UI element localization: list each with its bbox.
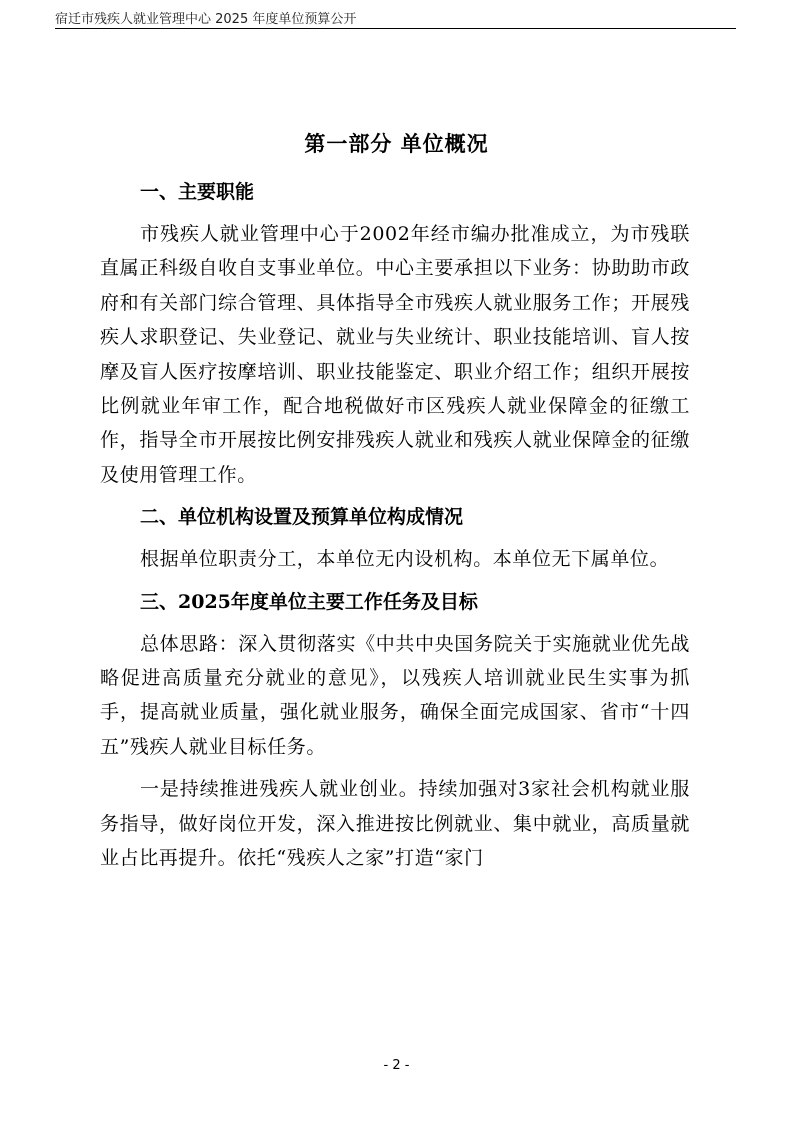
section-heading-main-functions: 一、主要职能 [140, 181, 255, 203]
document-body [100, 175, 690, 884]
paragraph-task-one: 一是持续推进残疾人就业创业。持续加强对3家社会机构就业服务指导，做好岗位开发，深入推进按比例就业、集中就业，高质量就业占比再提升。依托“残疾人之家”打造“家门 [100, 778, 690, 870]
paragraph-organization: 根据单位职责分工，本单位无内设机构。本单位无下属单位。 [140, 548, 670, 571]
page-title: 第一部分 单位概况 [304, 131, 489, 156]
section-heading-tasks-goals: 三、2025年度单位主要工作任务及目标 [140, 590, 478, 613]
running-header: 宿迁市残疾人就业管理中心 2025 年度单位预算公开 [55, 12, 357, 27]
header-rule [55, 28, 736, 29]
paragraph-main-functions: 市残疾人就业管理中心于2002年经市编办批准成立，为市残联直属正科级自收自支事业单位。中心主要承担以下业务：协助助市政府和有关部门综合管理、具体指导全市残疾人就业服务工作；开展残疾人求职登记、失业登记、就业与失业统计、职业技能培训、盲人按摩及盲人医疗按摩培训、职业技能鉴定、职业介绍工作；组织开展按比例就业年审工作，配合地税做好市区残疾人就业保障金的征缴工作，指导全市开展按比例安排残疾人就业和残疾人就业保障金的征缴及使用管理工作。 [100, 223, 690, 486]
page-number: - 2 - [383, 1058, 410, 1073]
section-heading-organization: 二、单位机构设置及预算单位构成情况 [140, 506, 464, 529]
paragraph-overall-approach: 总体思路：深入贯彻落实《中共中央国务院关于实施就业优先战略促进高质量充分就业的意见》，以残疾人培训就业民生实事为抓手，提高就业质量，强化就业服务，确保全面完成国家、省市“十四五”残疾人就业目标任务。 [100, 632, 690, 758]
